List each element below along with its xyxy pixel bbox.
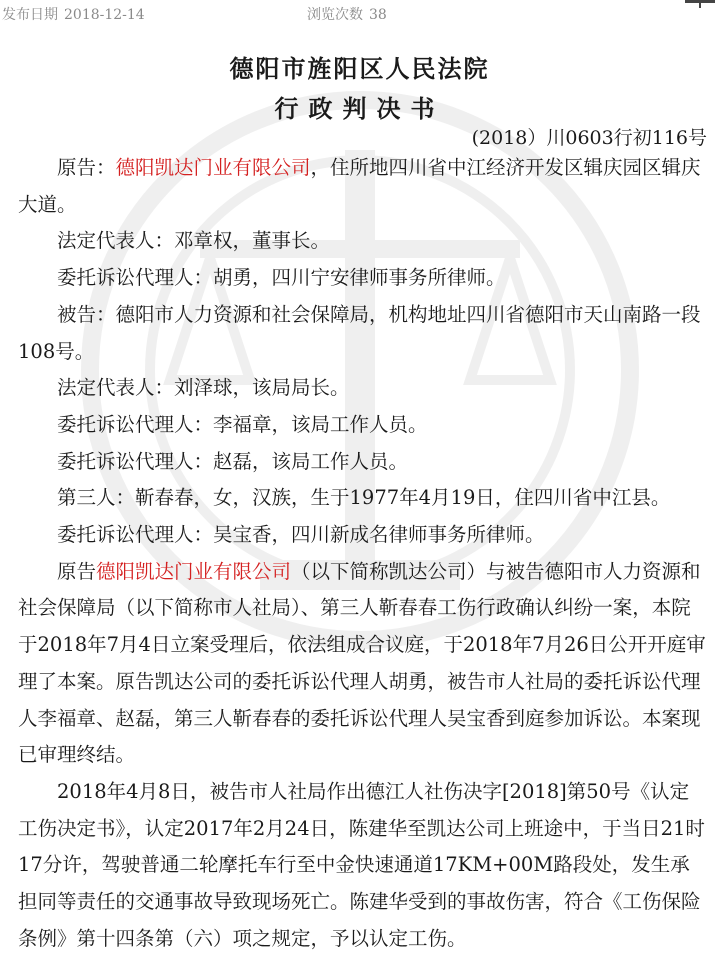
paragraph: 被告：德阳市人力资源和社会保障局，机构地址四川省德阳市天山南路一段108号。 (18, 302, 701, 363)
paragraph: 原告德阳凯达门业有限公司（以下简称凯达公司）与被告德阳市人力资源和社会保障局（以下简称市人社局）、第三人靳春春工伤行政确认纠纷一案，本院于2018年7月4日立案受理后，依法组成合议庭，于2018年7月26日公开开庭审理了本案。原告凯达公司的委托诉讼代理人胡勇，被告市人社局的委托诉讼代理人李福章、赵磊，第三人靳春春的委托诉讼代理人吴宝香到庭参加诉讼。本案现已审理终结。 (18, 559, 706, 767)
paragraph: 第三人：靳春春，女，汉族，生于1977年4月19日，住四川省中江县。 (57, 486, 671, 510)
paragraph: 委托诉讼代理人：胡勇，四川宁安律师事务所律师。 (57, 266, 506, 290)
plaintiff-name-link[interactable]: 德阳凯达门业有限公司 (115, 156, 311, 179)
view-count: 浏览次数 38 (307, 7, 387, 23)
paragraph: 法定代表人：刘泽球，该局局长。 (57, 376, 350, 400)
case-number: (2018）川0603行初116号 (471, 127, 707, 149)
document-body (18, 150, 708, 957)
court-name: 德阳市旌阳区人民法院 (229, 54, 490, 83)
paragraph: 2018年4月8日，被告市人社局作出德江人社伤决字[2018]第50号《认定工伤决定书》，认定2017年2月24日，陈建华至凯达公司上班途中，于当日21时17分许，驾驶普通二轮摩托车行至中金快速通道17KM+00M路段处，发生承担同等责任的交通事故导致现场死亡。陈建华受到的事故伤害，符合《工伤保险条例》第十四条第（六）项之规定，予以认定工伤。 (18, 779, 705, 950)
menu-icon[interactable] (685, 0, 715, 13)
publish-date: 发布日期 2018-12-14 (2, 7, 145, 23)
paragraph: 委托诉讼代理人：李福章，该局工作人员。 (57, 412, 428, 436)
document-type: 行政判决书 (274, 94, 445, 123)
paragraph: 原告：德阳凯达门业有限公司，住所地四川省中江经济开发区辑庆园区辑庆大道。 (18, 156, 701, 216)
meta-bar (0, 0, 719, 28)
paragraph: 委托诉讼代理人：吴宝香，四川新成名律师事务所律师。 (57, 523, 545, 547)
paragraph: 法定代表人：邓章权，董事长。 (57, 229, 331, 253)
plaintiff-name-link[interactable]: 德阳凯达门业有限公司 (96, 559, 292, 583)
paragraph: 委托诉讼代理人：赵磊，该局工作人员。 (57, 449, 409, 473)
